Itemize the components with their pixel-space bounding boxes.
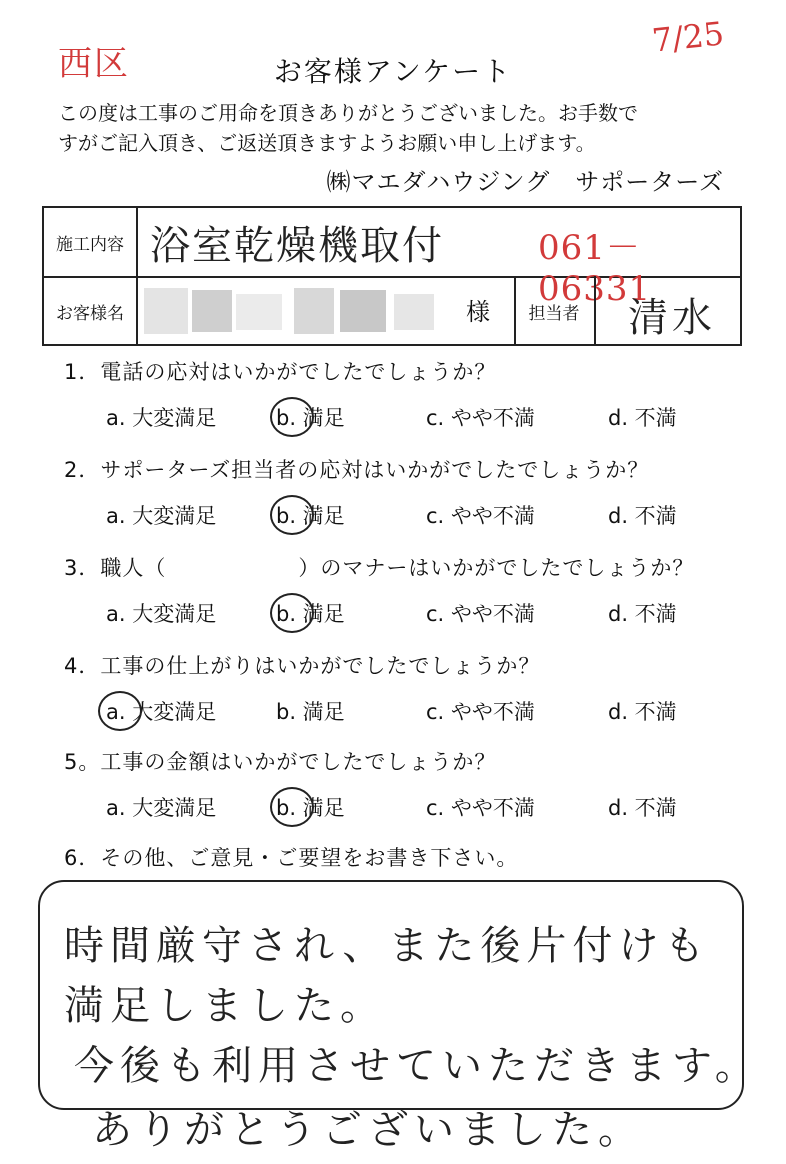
- question-1: 1．電話の応対はいかがでしたでしょうか？: [64, 360, 497, 384]
- q5-option-a[interactable]: a. 大変満足: [106, 796, 217, 820]
- question-6: 6．その他、ご意見・ご要望をお書き下さい。: [64, 846, 519, 870]
- work-label: 施工内容: [56, 234, 124, 255]
- q5-option-b[interactable]: b. 満足: [276, 796, 345, 820]
- customer-row: [44, 276, 740, 346]
- q3-option-d[interactable]: d. 不満: [608, 602, 677, 626]
- q1-option-a[interactable]: a. 大変満足: [106, 406, 217, 430]
- question-2-options: [106, 500, 726, 534]
- q2-option-d[interactable]: d. 不満: [608, 504, 677, 528]
- question-2: 2．サポーターズ担当者の応対はいかがでしたでしょうか？: [64, 458, 650, 482]
- question-3: 3．職人（ ）のマナーはいかがでしたでしょうか？: [64, 556, 695, 580]
- question-5: 5。工事の金額はいかがでしたでしょうか？: [64, 750, 497, 774]
- customer-label: お客様名: [56, 303, 124, 324]
- work-number: 061－06331: [538, 228, 652, 309]
- ward-handwritten-note: 西区: [58, 44, 130, 84]
- intro-line-2: すがご記入頂き、ご返送頂きますようお願い申し上げます。: [58, 131, 596, 155]
- info-table: [42, 206, 742, 346]
- q2-option-b[interactable]: b. 満足: [276, 504, 345, 528]
- intro-text: [58, 98, 748, 158]
- q4-option-b[interactable]: b. 満足: [276, 700, 345, 724]
- q2-option-c[interactable]: c. やや不満: [426, 504, 535, 528]
- q1-option-c[interactable]: c. やや不満: [426, 406, 535, 430]
- q3-option-b[interactable]: b. 満足: [276, 602, 345, 626]
- q4-option-a[interactable]: a. 大変満足: [106, 700, 217, 724]
- staff-label: 担当者: [528, 303, 580, 324]
- work-row: [44, 208, 740, 309]
- page-title: お客様アンケート: [273, 55, 513, 88]
- work-value: 浴室乾燥機取付: [150, 223, 444, 269]
- q3-option-a[interactable]: a. 大変満足: [106, 602, 217, 626]
- staff-value: 清水: [628, 295, 716, 341]
- date-handwritten-note: 7/25: [650, 14, 726, 60]
- question-1-options: [106, 402, 726, 436]
- customer-name-redacted: [144, 284, 454, 338]
- q5-selected-circle: [270, 787, 314, 827]
- honorific-label: 様: [466, 298, 490, 326]
- q4-option-d[interactable]: d. 不満: [608, 700, 677, 724]
- comment-line-4: ありがとうございました。: [92, 1107, 644, 1153]
- q1-option-d[interactable]: d. 不満: [608, 406, 677, 430]
- q2-option-a[interactable]: a. 大変満足: [106, 504, 217, 528]
- q4-option-c[interactable]: c. やや不満: [426, 700, 535, 724]
- question-4: 4．工事の仕上がりはいかがでしたでしょうか？: [64, 654, 541, 678]
- q3-option-c[interactable]: c. やや不満: [426, 602, 535, 626]
- q2-selected-circle: [270, 495, 314, 535]
- q1-selected-circle: [270, 397, 314, 437]
- q4-selected-circle: [98, 691, 142, 731]
- question-5-options: [106, 792, 726, 826]
- comment-line-3: 今後も利用させていただきます。: [74, 1043, 761, 1089]
- intro-line-1: この度は工事のご用命を頂きありがとうございました。お手数で: [58, 101, 638, 125]
- question-3-options: [106, 598, 726, 632]
- q5-option-d[interactable]: d. 不満: [608, 796, 677, 820]
- q1-option-b[interactable]: b. 満足: [276, 406, 345, 430]
- q5-option-c[interactable]: c. やや不満: [426, 796, 535, 820]
- comment-line-1: 時間厳守され、また後片付けも: [64, 923, 711, 969]
- company-name: ㈱マエダハウジング サポーターズ: [326, 168, 724, 196]
- comment-line-2: 満足しました。: [64, 983, 386, 1029]
- q3-selected-circle: [270, 593, 314, 633]
- question-4-options: [106, 696, 726, 730]
